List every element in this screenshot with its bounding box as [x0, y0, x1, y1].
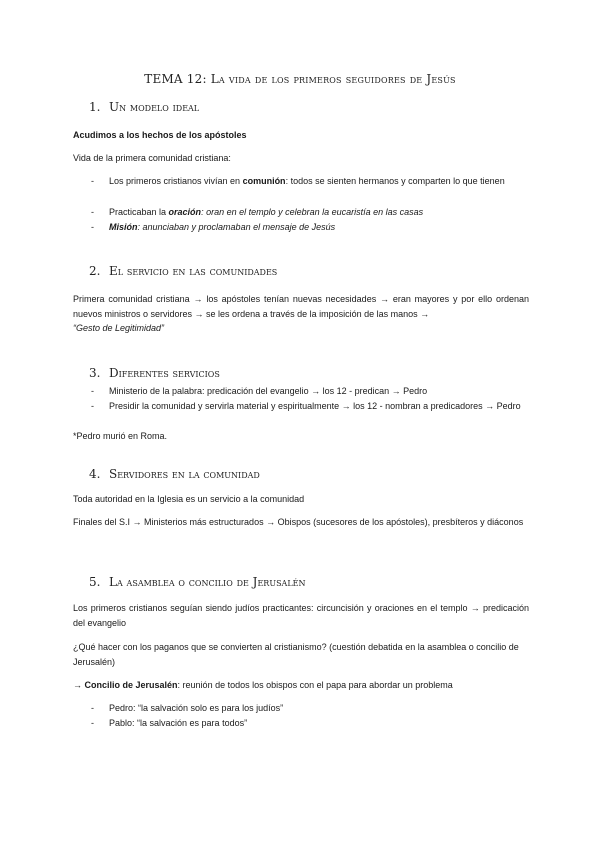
section-3-heading: [89, 366, 220, 380]
section-1-intro: Vida de la primera comunidad cristiana:: [73, 153, 231, 163]
list-item: - Ministerio de la palabra: predicación del evangelio → los 12 - predican → Pedro: [91, 386, 428, 396]
section-2-paragraph: Primera comunidad cristiana → los apóstoles tenían nuevas necesidades → eran mayores y por ello ordenan nuevos ministros o servidores → se les ordena a través de la imposición de las manos → “Gesto de Legitimidad”: [73, 294, 529, 333]
section-5-paragraph-1: Los primeros cristianos seguían siendo judíos practicantes: circuncisión y oraciones en el templo → predicación del evangelio: [73, 603, 529, 628]
section-2-number: 2.: [89, 264, 101, 278]
section-2-title: El servicio en las comunidades: [109, 264, 278, 278]
section-4-paragraph-2: Finales del S.I → Ministerios más estructurados → Obispos (sucesores de los apóstoles), presbíteros y diáconos: [73, 517, 524, 527]
list-item: - Los primeros cristianos vivían en comunión: todos se sienten hermanos y comparten lo que tienen: [91, 176, 505, 186]
section-5-heading: [89, 575, 305, 589]
section-4-number: 4.: [89, 467, 101, 481]
list-item: - Pedro: “la salvación solo es para los judíos”: [91, 703, 284, 713]
list-item: - Misión: anunciaban y proclamaban el mensaje de Jesús: [91, 222, 336, 232]
section-1-subtitle: Acudimos a los hechos de los apóstoles: [73, 130, 247, 140]
section-1-title: Un modelo ideal: [109, 100, 200, 114]
section-3-number: 3.: [89, 366, 101, 380]
section-2-heading: [89, 264, 277, 278]
section-3-title: Diferentes servicios: [109, 366, 220, 380]
list-item: - Practicaban la oración: oran en el templo y celebran la eucaristía en las casas: [91, 207, 424, 217]
section-5-paragraph-2: ¿Qué hacer con los paganos que se convierten al cristianismo? (cuestión debatida en la asamblea o concilio de Jerusalén): [73, 642, 519, 667]
section-1-number: 1.: [89, 100, 101, 114]
section-3-note: *Pedro murió en Roma.: [73, 431, 168, 441]
section-4-title: Servidores en la comunidad: [109, 467, 260, 481]
section-5-title: La asamblea o concilio de Jerusalén: [109, 575, 306, 589]
section-4-paragraph-1: Toda autoridad en la Iglesia es un servicio a la comunidad: [73, 494, 305, 504]
list-item: - Pablo: “la salvación es para todos”: [91, 718, 248, 728]
section-5-number: 5.: [89, 575, 101, 589]
section-5-paragraph-3: → Concilio de Jerusalén: reunión de todos los obispos con el papa para abordar un problema: [73, 680, 453, 690]
document-title: TEMA 12: La vida de los primeros seguidores de Jesús: [144, 72, 456, 86]
section-1-heading: [89, 100, 199, 114]
section-4-heading: [89, 467, 260, 481]
list-item: - Presidir la comunidad y servirla material y espiritualmente → los 12 - nombran a predicadores → Pedro: [91, 401, 521, 411]
